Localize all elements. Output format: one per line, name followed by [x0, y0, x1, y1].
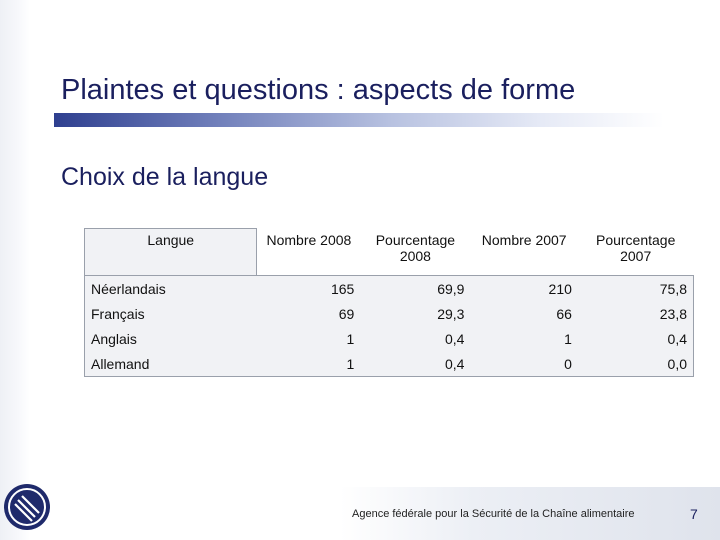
cell-nombre-2007: 1 — [564, 330, 572, 347]
cell-nombre-2008: 69 — [338, 305, 355, 322]
cell-langue: Allemand — [85, 351, 257, 377]
cell-pourcentage-2007: 0,4 — [578, 326, 694, 351]
footer-agency-name: Agence fédérale pour la Sécurité de la Chaîne alimentaire — [352, 508, 635, 520]
cell-nombre-2008: 1 — [257, 351, 360, 377]
header-nombre-2008: Nombre 2008 — [266, 231, 352, 248]
table-row — [85, 276, 694, 302]
language-table — [84, 228, 694, 377]
slide-subtitle: Choix de la langue — [61, 163, 269, 191]
table-header-row — [85, 229, 694, 276]
header-pourcentage-2007: Pourcentage 2007 — [595, 231, 676, 264]
cell-nombre-2007: 66 — [556, 305, 572, 322]
cell-nombre-2008: 165 — [257, 276, 360, 302]
cell-nombre-2007: 210 — [470, 276, 577, 302]
cell-pourcentage-2007: 23,8 — [578, 301, 694, 326]
cell-langue: Néerlandais — [85, 276, 257, 302]
page-number: 7 — [690, 506, 698, 522]
header-langue: Langue — [85, 229, 257, 276]
left-decorative-strip — [0, 0, 30, 540]
cell-langue: Français — [85, 301, 257, 326]
table-row — [85, 351, 694, 377]
afsca-logo-icon — [2, 482, 52, 532]
cell-pourcentage-2008: 29,3 — [437, 305, 465, 322]
cell-pourcentage-2008: 0,4 — [445, 330, 465, 347]
cell-nombre-2008: 1 — [346, 330, 355, 347]
cell-langue: Anglais — [85, 326, 257, 351]
slide-title: Plaintes et questions : aspects de forme — [61, 74, 576, 106]
cell-pourcentage-2008: 69,9 — [360, 276, 470, 302]
cell-nombre-2007: 0 — [470, 351, 577, 377]
table-row — [85, 301, 694, 326]
table-row — [85, 326, 694, 351]
header-nombre-2007: Nombre 2007 — [481, 231, 567, 248]
cell-pourcentage-2008: 0,4 — [360, 351, 470, 377]
title-underline-bar — [54, 113, 664, 127]
header-pourcentage-2008: Pourcentage 2008 — [375, 231, 456, 264]
cell-pourcentage-2007: 75,8 — [578, 276, 694, 302]
cell-pourcentage-2007: 0,0 — [578, 351, 694, 377]
